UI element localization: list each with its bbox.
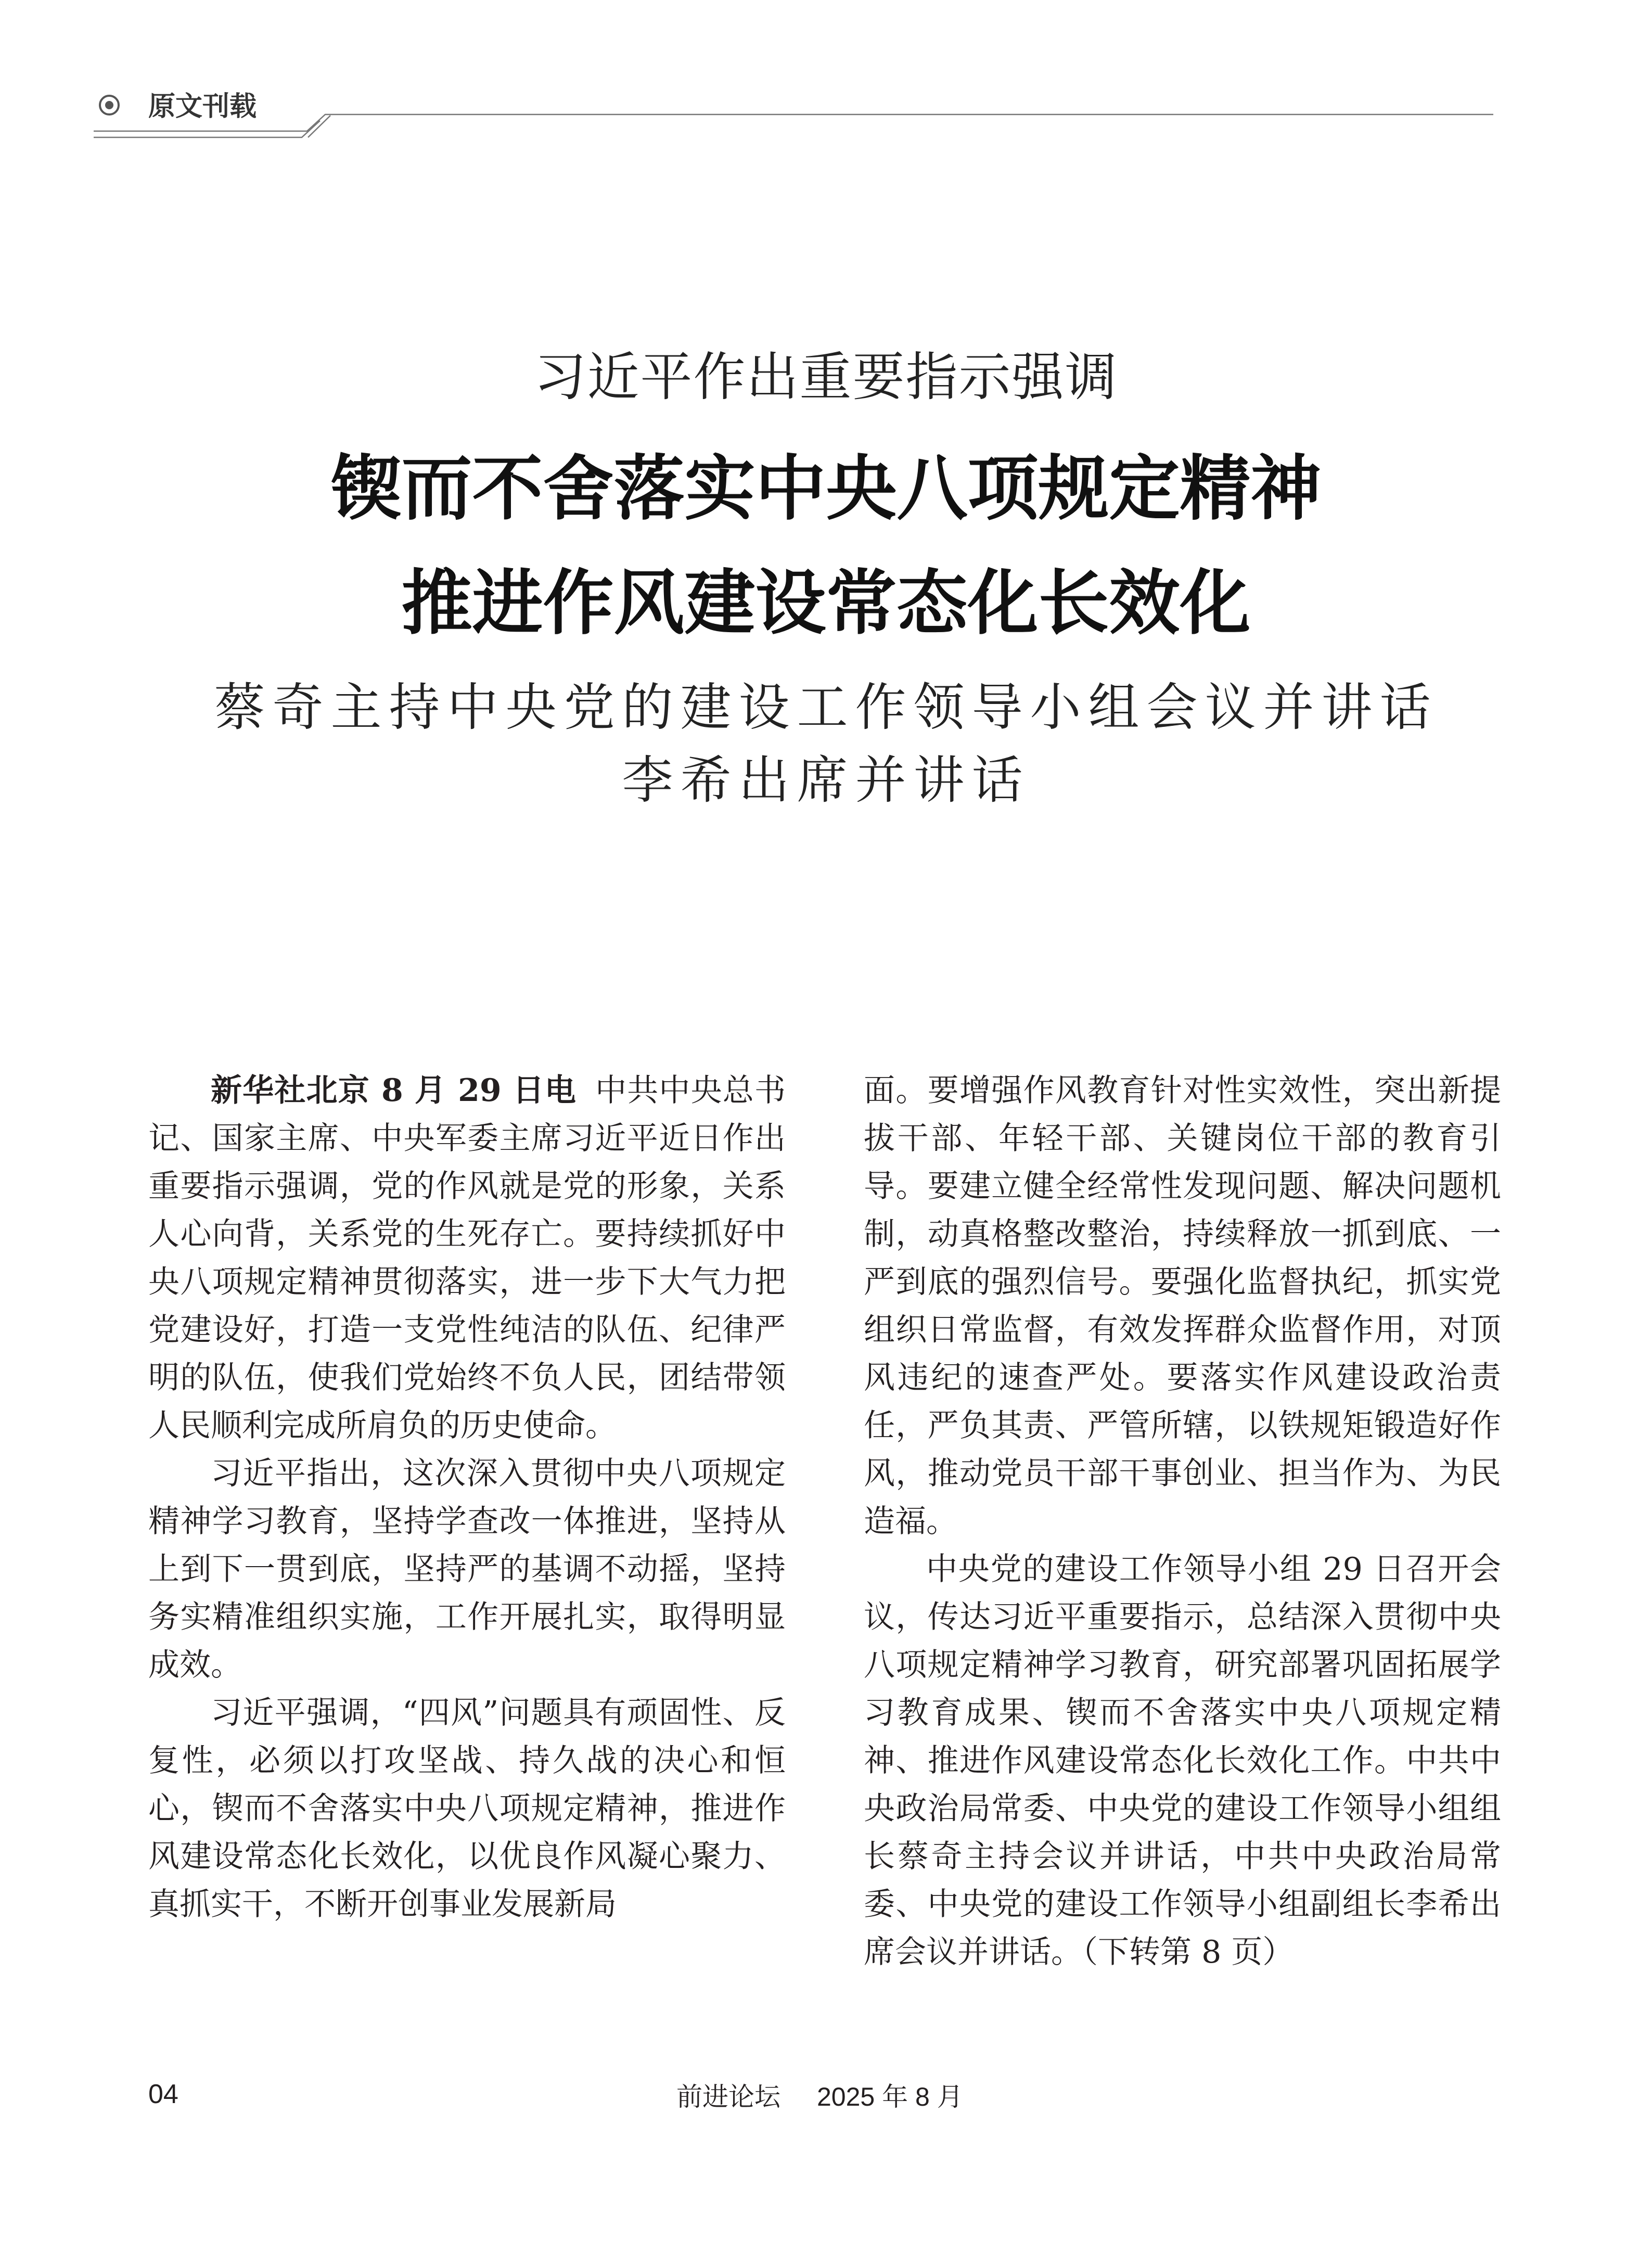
body-column-left	[148, 1067, 786, 1928]
continued-note: （下转第 8 页）	[1082, 1934, 1294, 1970]
paragraph	[864, 1545, 1501, 1976]
paragraph-continued: 面。要增强作风教育针对性实效性，突出新提拔干部、年轻干部、关键岗位干部的教育引导。要建立健全经常性发现问题、解决问题机制，动真格整改整治，持续释放一抓到底、一严到底的强烈信号。要强化监督执纪，抓实党组织日常监督，有效发挥群众监督作用，对顶风违纪的速查严处。要落实作风建设政治责任，严负其责、严管所辖，以铁规矩锻造好作风，推动党员干部干事创业、担当作为、为民造福。	[864, 1072, 1501, 1540]
paragraph-text: 中央党的建设工作领导小组 29 日召开会议，传达习近平重要指示，总结深入贯彻中央八项规定精神学习教育，研究部署巩固拓展学习教育成果、锲而不舍落实中央八项规定精神、推进作风建设常态化长效化工作。中共中央政治局常委、中央党的建设工作领导小组组长蔡奇主持会议并讲话，中共中央政治局常委、中央党的建设工作领导小组副组长李希出席会议并讲话。	[864, 1551, 1501, 1970]
article-title-line-1: 锲而不舍落实中央八项规定精神	[330, 448, 1322, 530]
article-subtitle-line-2: 李希出席并讲话	[622, 751, 1030, 810]
article-subtitle-line-1: 蔡奇主持中央党的建设工作领导小组会议并讲话	[214, 678, 1438, 737]
body-column-right	[864, 1067, 1501, 1976]
paragraph	[148, 1067, 786, 1450]
article-kicker: 习近平作出重要指示强调	[534, 348, 1118, 406]
publication-footer	[676, 2076, 1000, 2113]
paragraph: 习近平强调，“四风”问题具有顽固性、反复性，必须以打攻坚战、持久战的决心和恒心，锲而不舍落实中央八项规定精神，推进作风建设常态化长效化，以优良作风凝心聚力、真抓实干，不断开创事业发展新局	[148, 1695, 786, 1923]
issue-date: 2025 年 8 月	[817, 2082, 963, 2111]
paragraph-text: 中共中央总书记、国家主席、中央军委主席习近平近日作出重要指示强调，党的作风就是党的形象，关系人心向背，关系党的生死存亡。要持续抓好中央八项规定精神贯彻落实，进一步下大气力把党建设好，打造一支党性纯洁的队伍、纪律严明的队伍，使我们党始终不负人民，团结带领人民顺利完成所肩负的历史使命。	[148, 1072, 786, 1444]
dateline: 新华社北京 8 月 29 日电	[211, 1072, 577, 1109]
header-rule	[94, 88, 1509, 146]
article-title-line-2: 推进作风建设常态化长效化	[401, 562, 1251, 645]
section-label: 原文刊载	[148, 91, 257, 122]
section-header	[94, 88, 1509, 146]
paragraph: 习近平指出，这次深入贯彻中央八项规定精神学习教育，坚持学查改一体推进，坚持从上到下一贯到底，坚持严的基调不动摇，坚持务实精准组织实施，工作开展扎实，取得明显成效。	[148, 1455, 786, 1683]
page-number: 04	[148, 2079, 178, 2109]
publication-name: 前进论坛	[676, 2082, 780, 2111]
